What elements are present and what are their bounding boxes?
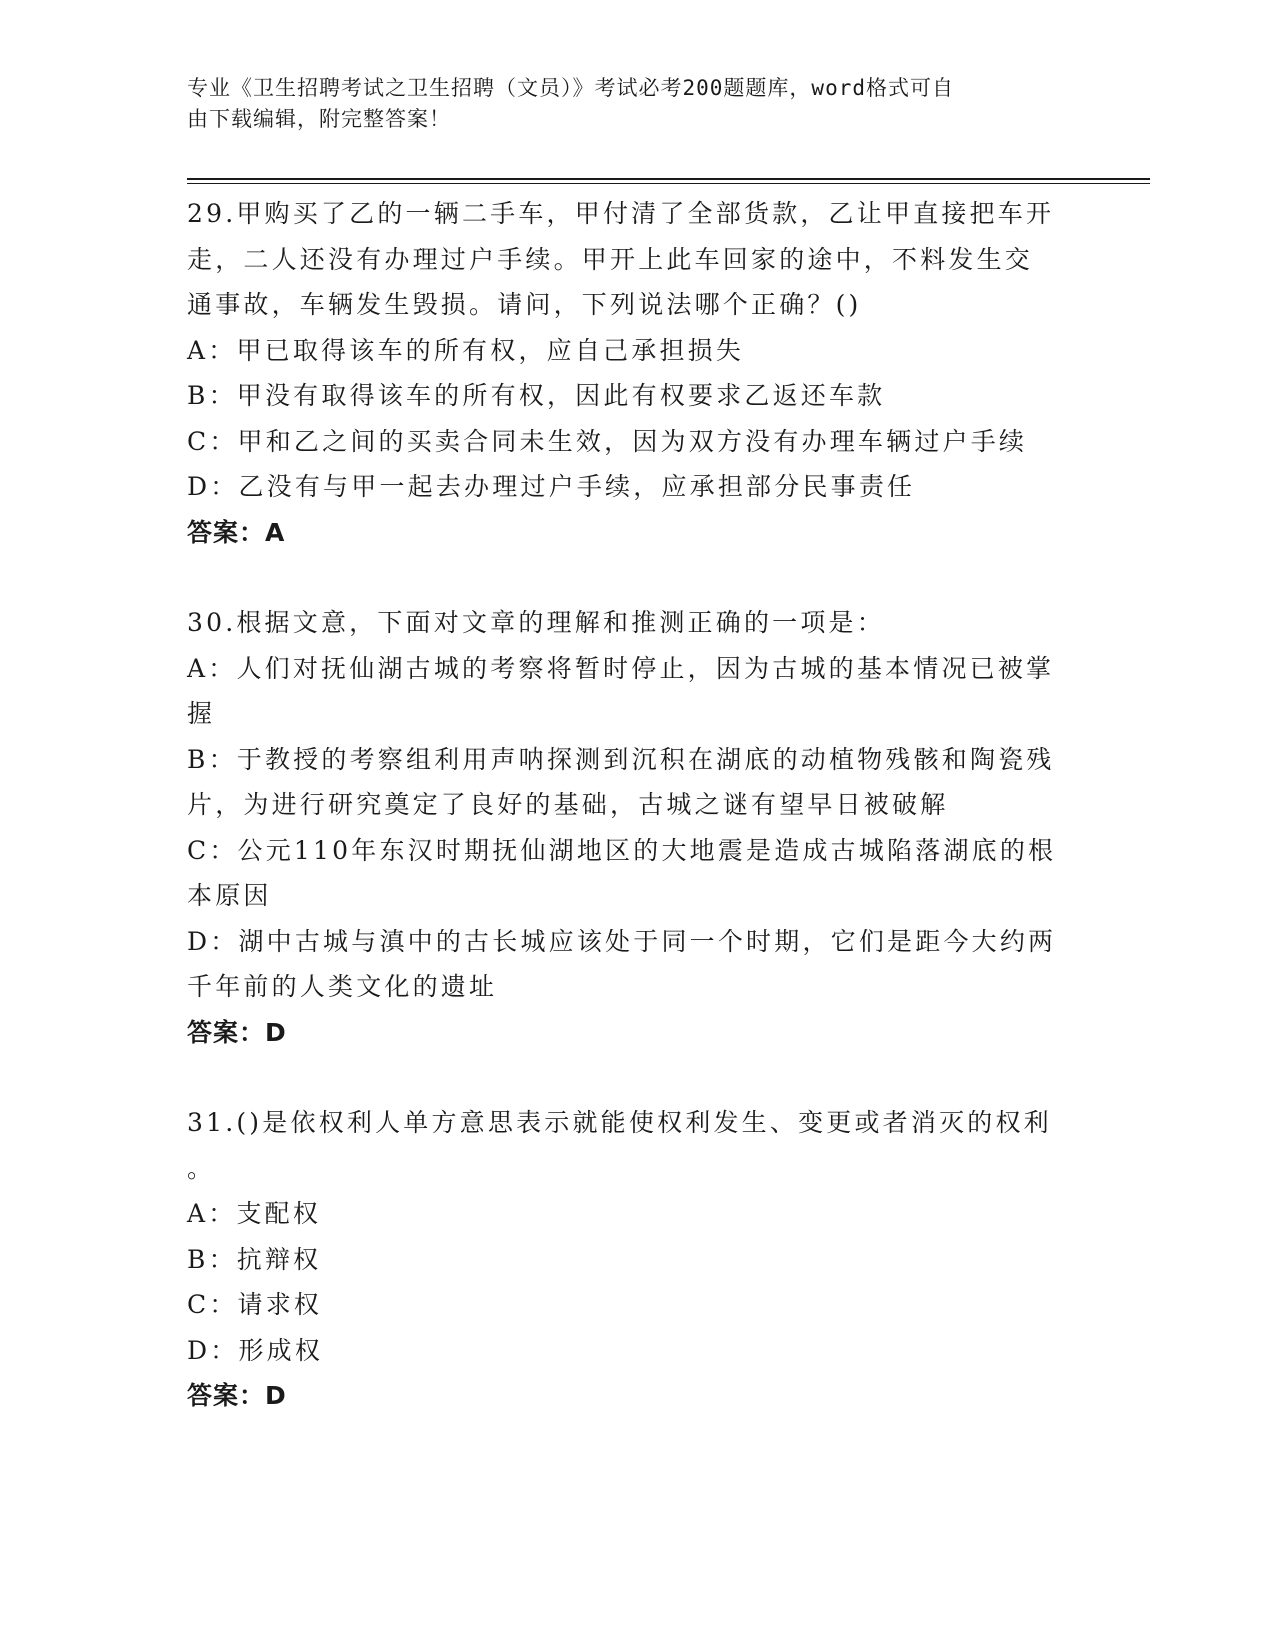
question-29	[187, 191, 1067, 555]
option-a: A：人们对抚仙湖古城的考察将暂时停止，因为古城的基本情况已被掌	[187, 653, 1055, 683]
question-stem-line: 。	[187, 1153, 216, 1183]
option-b: B：于教授的考察组利用声呐探测到沉积在湖底的动植物残骸和陶瓷残	[187, 744, 1055, 774]
question-31	[187, 1100, 1067, 1419]
option-c-continued: 本原因	[187, 881, 272, 910]
question-stem-line: 通事故，车辆发生毁损。请问，下列说法哪个正确？()	[187, 290, 862, 319]
option-d: D：湖中古城与滇中的古长城应该处于同一个时期，它们是距今大约两	[187, 926, 1057, 956]
option-b: B：甲没有取得该车的所有权，因此有权要求乙返还车款	[187, 381, 886, 410]
option-c: C：请求权	[187, 1290, 323, 1319]
answer-label: 答案：A	[187, 517, 286, 547]
answer-label: 答案：D	[187, 1381, 287, 1410]
option-d-continued: 千年前的人类文化的遗址	[187, 972, 498, 1001]
option-b: B：抗辩权	[187, 1244, 322, 1274]
option-c: C：甲和乙之间的买卖合同未生效，因为双方没有办理车辆过户手续	[187, 426, 1028, 456]
header-divider-thin	[187, 183, 1150, 184]
option-d: D：乙没有与甲一起去办理过户手续，应承担部分民事责任	[187, 472, 916, 501]
header-line: 专业《卫生招聘考试之卫生招聘（文员）》考试必考200题题库，word格式可自	[187, 76, 954, 100]
option-a: A：支配权	[187, 1199, 322, 1228]
option-d: D：形成权	[187, 1335, 324, 1365]
document-header	[187, 73, 1067, 135]
option-a: A：甲已取得该车的所有权，应自己承担损失	[187, 335, 745, 365]
option-b-continued: 片，为进行研究奠定了良好的基础，古城之谜有望早日被破解	[187, 790, 949, 819]
question-stem-line: 走，二人还没有办理过户手续。甲开上此车回家的途中，不料发生交	[187, 244, 1034, 274]
question-stem-line: 31.()是依权利人单方意思表示就能使权利发生、变更或者消灭的权利	[187, 1108, 1052, 1137]
question-30	[187, 600, 1067, 1055]
answer-label: 答案：D	[187, 1017, 287, 1047]
header-divider	[187, 178, 1150, 180]
option-c: C：公元110年东汉时期抚仙湖地区的大地震是造成古城陷落湖底的根	[187, 835, 1057, 865]
question-list	[187, 191, 1067, 1419]
question-stem-line: 30.根据文意，下面对文章的理解和推测正确的一项是：	[187, 608, 885, 637]
option-a-continued: 握	[187, 699, 216, 728]
header-line: 由下载编辑，附完整答案！	[187, 107, 451, 131]
question-stem-line: 29.甲购买了乙的一辆二手车，甲付清了全部货款，乙让甲直接把车开	[187, 199, 1055, 228]
